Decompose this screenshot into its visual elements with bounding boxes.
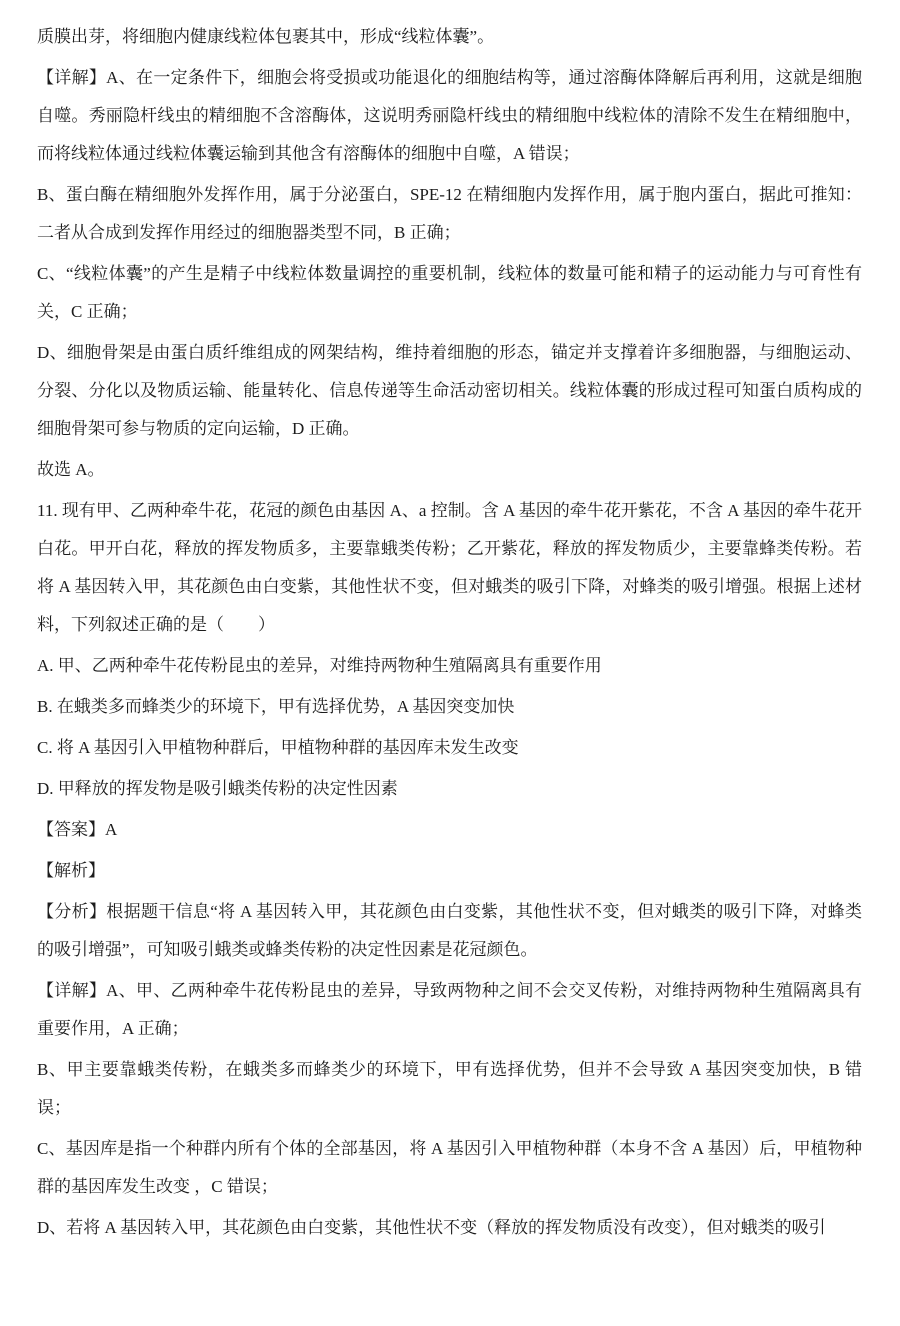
q11-option-d: D. 甲释放的挥发物是吸引蛾类传粉的决定性因素 [37,779,398,798]
q11-detail-option-b: B、甲主要靠蛾类传粉，在蛾类多而蜂类少的环境下，甲有选择优势，但并不会导致 A 基因突变加快，B 错误； [37,1060,862,1117]
q11-detail-option-a: 【详解】A、甲、乙两种牵牛花传粉昆虫的差异，导致两物种之间不会交叉传粉，对维持两物种生殖隔离具有重要作用，A 正确； [37,981,862,1038]
q10-detail-option-c: C、“线粒体囊”的产生是精子中线粒体数量调控的重要机制，线粒体的数量可能和精子的运动能力与可育性有关，C 正确； [37,264,862,321]
q10-detail-option-d: D、细胞骨架是由蛋白质纤维组成的网架结构，维持着细胞的形态，锚定并支撑着许多细胞器，与细胞运动、分裂、分化以及物质运输、能量转化、信息传递等生命活动密切相关。线粒体囊的形成过程可知蛋白质构成的细胞骨架可参与物质的定向运输，D 正确。 [37,343,862,438]
q10-detail-option-a: 【详解】A、在一定条件下，细胞会将受损或功能退化的细胞结构等，通过溶酶体降解后再利用，这就是细胞自噬。秀丽隐杆线虫的精细胞不含溶酶体，这说明秀丽隐杆线虫的精细胞中线粒体的清除不发生在精细胞中，而将线粒体通过线粒体囊运输到其他含有溶酶体的细胞中自噬，A 错误； [37,68,862,163]
q11-jiexi-label: 【解析】 [37,861,105,880]
q10-final-answer: 故选 A。 [37,460,105,479]
q10-detail-option-b: B、蛋白酶在精细胞外发挥作用，属于分泌蛋白，SPE-12 在精细胞内发挥作用，属于胞内蛋白，据此可推知：二者从合成到发挥作用经过的细胞器类型不同，B 正确； [37,185,862,242]
q11-option-b: B. 在蛾类多而蜂类少的环境下，甲有选择优势，A 基因突变加快 [37,697,515,716]
q11-detail-option-d: D、若将 A 基因转入甲，其花颜色由白变紫，其他性状不变（释放的挥发物质没有改变），但对蛾类的吸引 [37,1218,826,1237]
q11-option-a: A. 甲、乙两种牵牛花传粉昆虫的差异，对维持两物种生殖隔离具有重要作用 [37,656,602,675]
q11-answer-label: 【答案】A [37,820,118,839]
q11-stem: 11. 现有甲、乙两种牵牛花，花冠的颜色由基因 A、a 控制。含 A 基因的牵牛花开紫花，不含 A 基因的牵牛花开白花。甲开白花，释放的挥发物质多，主要靠蛾类传粉；乙开紫花，释放的挥发物质少，主要靠蜂类传粉。若将 A 基因转入甲，其花颜色由白变紫，其他性状不变，但对蛾类的吸引下降，对蜂类的吸引增强。根据上述材料，下列叙述正确的是（ ） [37,501,862,634]
q11-option-c: C. 将 A 基因引入甲植物种群后，甲植物种群的基因库未发生改变 [37,738,519,757]
q11-analysis: 【分析】根据题干信息“将 A 基因转入甲，其花颜色由白变紫，其他性状不变，但对蛾类的吸引下降，对蜂类的吸引增强”，可知吸引蛾类或蜂类传粉的决定性因素是花冠颜色。 [37,902,862,959]
q10-stem-tail: 质膜出芽，将细胞内健康线粒体包裹其中，形成“线粒体囊”。 [37,27,495,46]
q11-detail-option-c: C、基因库是指一个种群内所有个体的全部基因，将 A 基因引入甲植物种群（本身不含 A 基因）后，甲植物种群的基因库发生改变 ，C 错误； [37,1139,862,1196]
